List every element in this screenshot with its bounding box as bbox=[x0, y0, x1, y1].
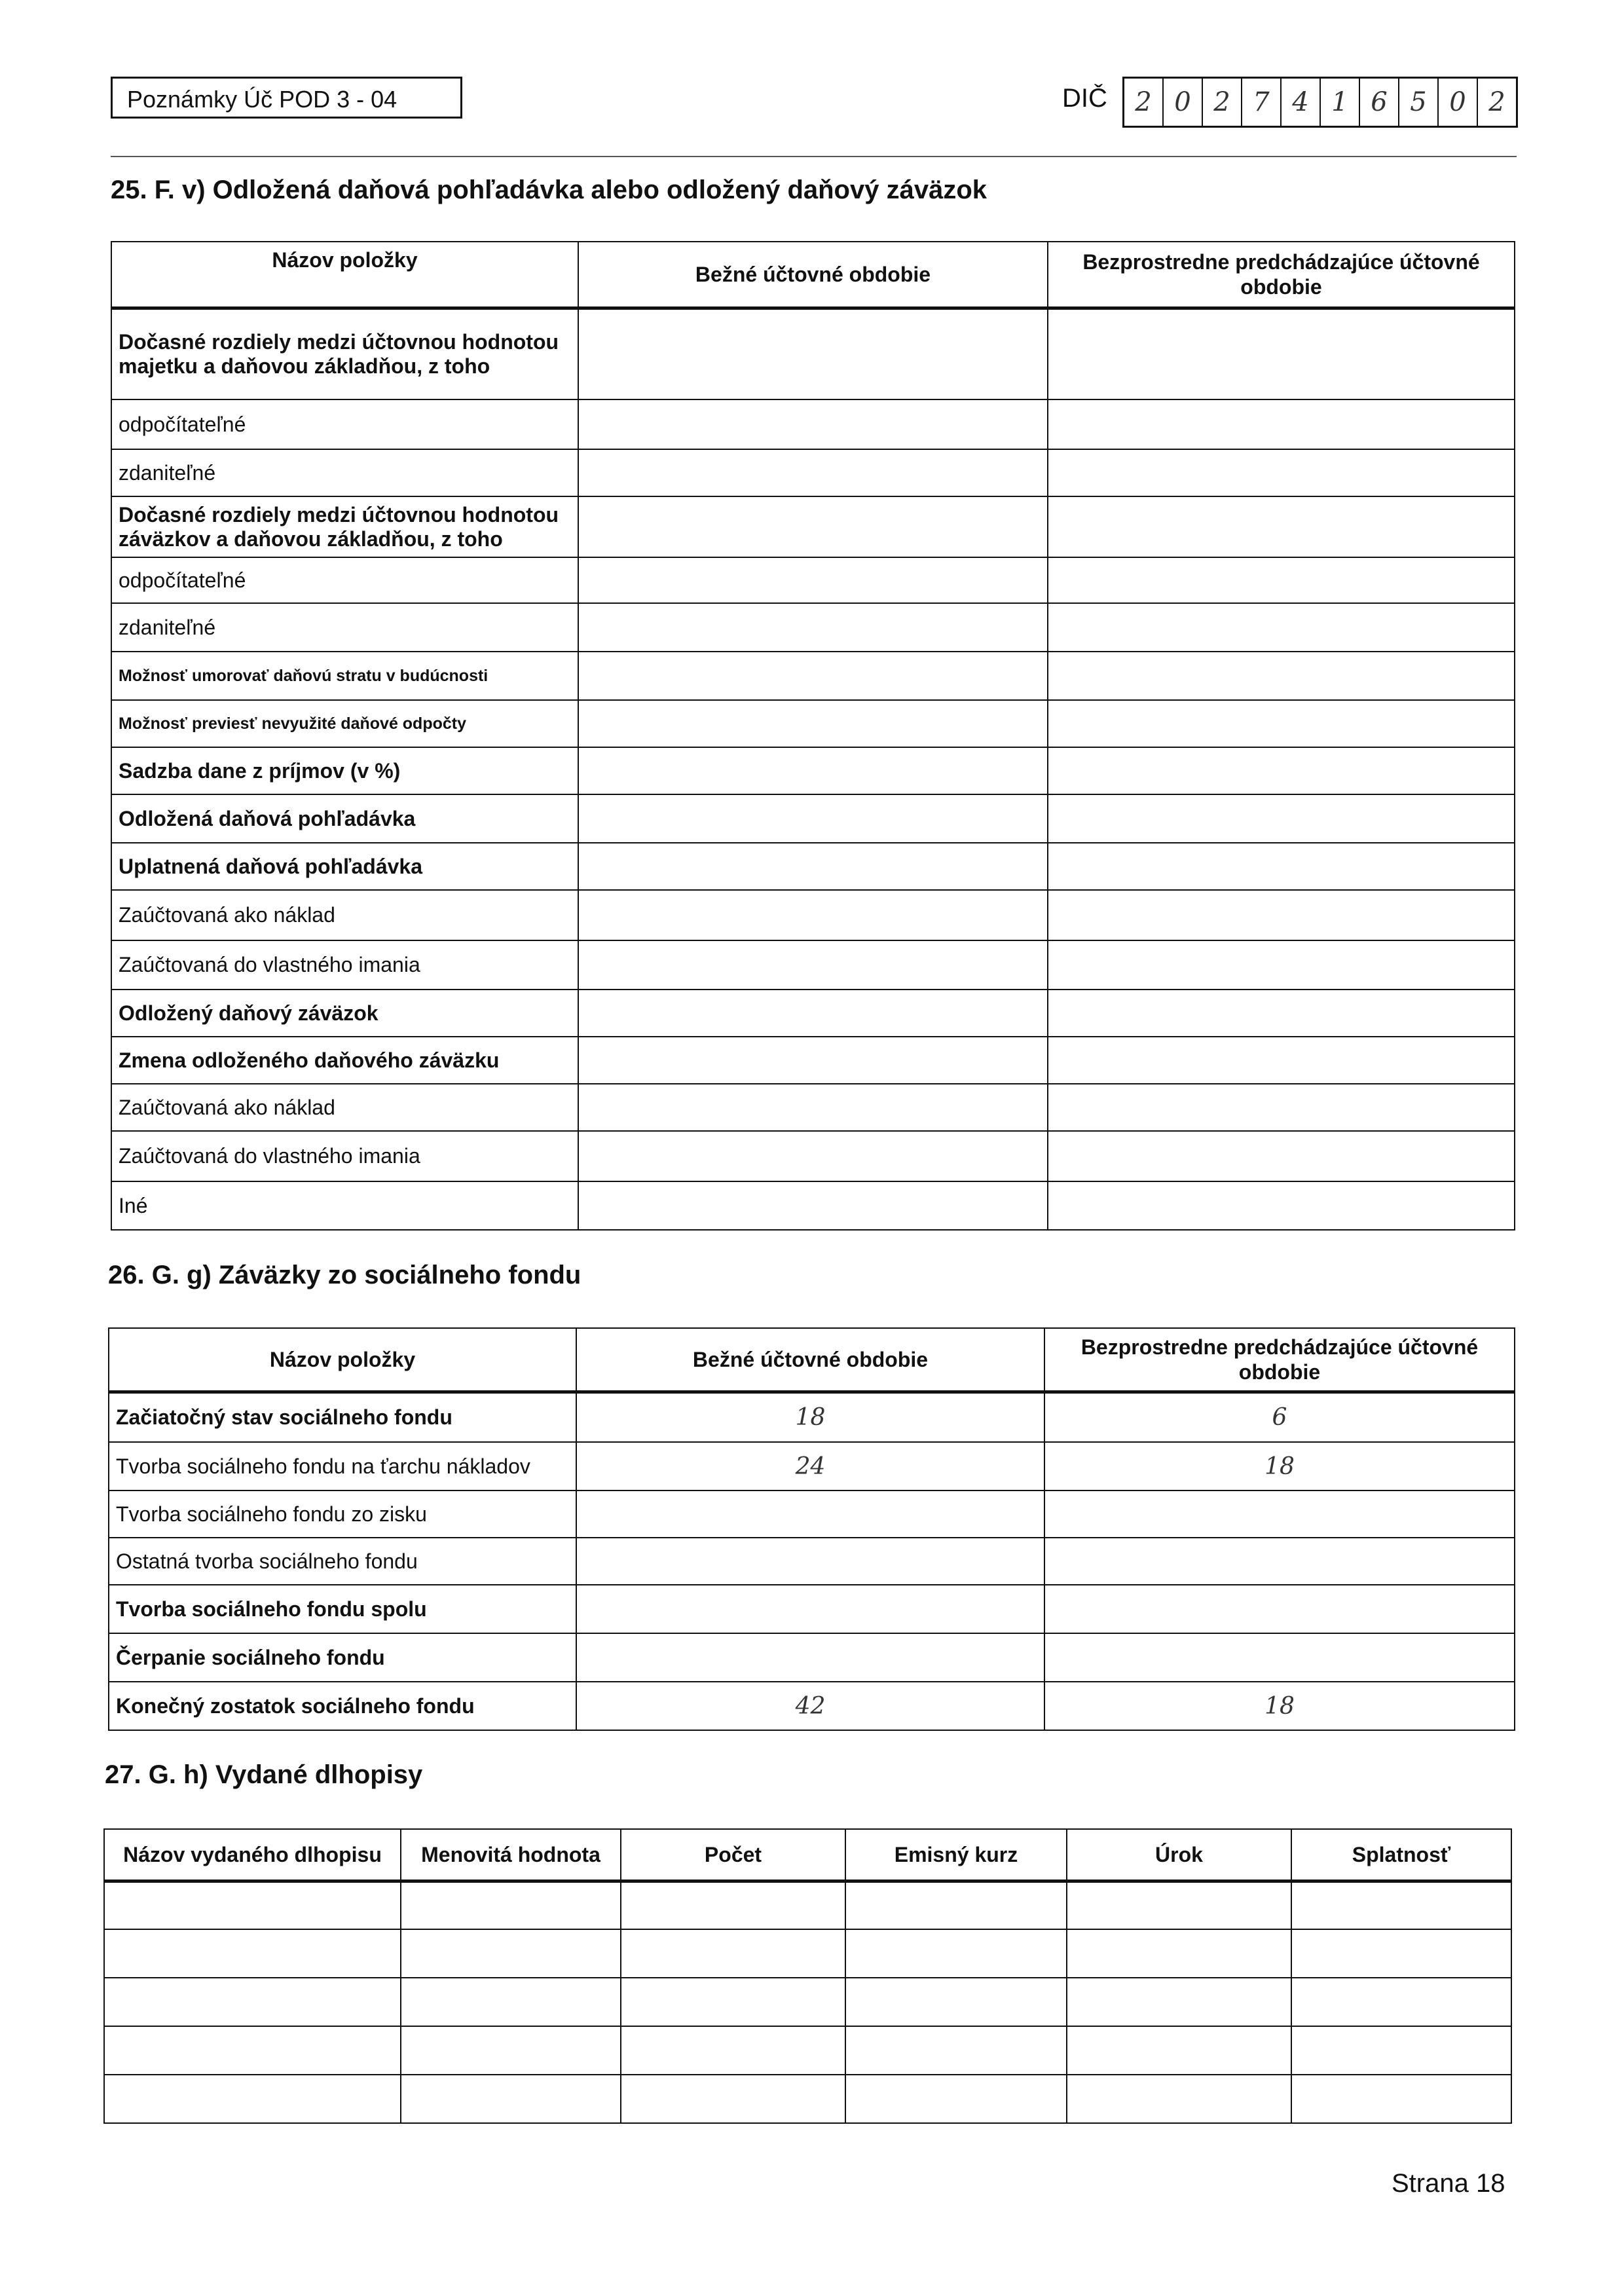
table-row bbox=[104, 1929, 1511, 1978]
bond-cell[interactable] bbox=[1067, 1978, 1291, 2026]
dic-digit: 0 bbox=[1439, 79, 1478, 126]
current-period-cell[interactable] bbox=[578, 700, 1048, 747]
bonds-table bbox=[103, 1828, 1512, 2124]
bond-cell[interactable] bbox=[845, 2075, 1067, 2123]
previous-period-cell[interactable] bbox=[1048, 940, 1515, 990]
table-row bbox=[111, 890, 1515, 940]
bond-cell[interactable] bbox=[104, 2075, 401, 2123]
row-label: zdaniteľné bbox=[111, 449, 578, 496]
previous-period-cell[interactable] bbox=[1048, 794, 1515, 843]
page-number: Strana 18 bbox=[1392, 2169, 1505, 2198]
table-row bbox=[111, 1131, 1515, 1181]
column-header: Emisný kurz bbox=[845, 1829, 1067, 1881]
bond-cell[interactable] bbox=[104, 2026, 401, 2075]
table-row bbox=[111, 496, 1515, 557]
dic-digit: 7 bbox=[1242, 79, 1282, 126]
dic-digit: 6 bbox=[1360, 79, 1399, 126]
previous-period-cell[interactable] bbox=[1048, 1037, 1515, 1084]
dic-digit: 4 bbox=[1282, 79, 1321, 126]
current-period-cell[interactable] bbox=[578, 496, 1048, 557]
previous-period-cell[interactable] bbox=[1048, 308, 1515, 399]
column-header: Bežné účtovné obdobie bbox=[576, 1328, 1044, 1392]
bond-cell[interactable] bbox=[401, 1881, 621, 1929]
current-period-cell[interactable] bbox=[578, 652, 1048, 700]
current-period-cell[interactable]: 18 bbox=[576, 1392, 1044, 1442]
previous-period-cell[interactable] bbox=[1044, 1633, 1515, 1682]
deferred-tax-table bbox=[111, 241, 1515, 1231]
row-label: Možnosť previesť nevyužité daňové odpočty bbox=[111, 700, 578, 747]
dic-digit: 1 bbox=[1321, 79, 1360, 126]
column-header: Počet bbox=[621, 1829, 845, 1881]
table-row bbox=[111, 1084, 1515, 1131]
table-row bbox=[109, 1491, 1515, 1538]
dic-digit: 0 bbox=[1164, 79, 1203, 126]
dic-field[interactable] bbox=[1122, 77, 1518, 128]
table-row bbox=[104, 1978, 1511, 2026]
current-period-cell[interactable] bbox=[578, 940, 1048, 990]
current-period-cell[interactable] bbox=[576, 1585, 1044, 1633]
row-label: odpočítateľné bbox=[111, 399, 578, 449]
dic-digit: 2 bbox=[1203, 79, 1242, 126]
bond-cell[interactable] bbox=[1291, 1929, 1511, 1978]
dic-label: DIČ bbox=[1062, 84, 1107, 113]
previous-period-cell[interactable] bbox=[1048, 747, 1515, 794]
bond-cell[interactable] bbox=[621, 2026, 845, 2075]
previous-period-cell[interactable] bbox=[1048, 399, 1515, 449]
previous-period-cell[interactable] bbox=[1044, 1585, 1515, 1633]
table-row bbox=[111, 399, 1515, 449]
bond-cell[interactable] bbox=[401, 1929, 621, 1978]
bond-cell[interactable] bbox=[401, 1978, 621, 2026]
bond-cell[interactable] bbox=[1291, 2075, 1511, 2123]
current-period-cell[interactable] bbox=[578, 1084, 1048, 1131]
bond-cell[interactable] bbox=[104, 1978, 401, 2026]
table-row bbox=[111, 557, 1515, 603]
previous-period-cell[interactable] bbox=[1048, 496, 1515, 557]
row-label: zdaniteľné bbox=[111, 603, 578, 652]
current-period-cell[interactable] bbox=[578, 794, 1048, 843]
current-period-cell[interactable]: 42 bbox=[576, 1682, 1044, 1730]
table-row bbox=[109, 1585, 1515, 1633]
current-period-cell[interactable] bbox=[578, 1037, 1048, 1084]
previous-period-cell[interactable]: 18 bbox=[1044, 1682, 1515, 1730]
row-label: Zmena odloženého daňového záväzku bbox=[111, 1037, 578, 1084]
row-label: odpočítateľné bbox=[111, 557, 578, 603]
row-label: Ostatná tvorba sociálneho fondu bbox=[109, 1538, 576, 1585]
previous-period-cell[interactable] bbox=[1044, 1538, 1515, 1585]
row-label: Zaúčtovaná ako náklad bbox=[111, 890, 578, 940]
column-header: Menovitá hodnota bbox=[401, 1829, 621, 1881]
table-row bbox=[104, 2026, 1511, 2075]
bond-cell[interactable] bbox=[401, 2075, 621, 2123]
previous-period-cell[interactable] bbox=[1048, 557, 1515, 603]
bond-cell[interactable] bbox=[1067, 1881, 1291, 1929]
row-label: Začiatočný stav sociálneho fondu bbox=[109, 1392, 576, 1442]
column-header: Bezprostredne predchádzajúce účtovné obdobie bbox=[1044, 1328, 1515, 1392]
row-label: Dočasné rozdiely medzi účtovnou hodnotou záväzkov a daňovou základňou, z toho bbox=[111, 496, 578, 557]
row-label: Tvorba sociálneho fondu spolu bbox=[109, 1585, 576, 1633]
current-period-cell[interactable]: 24 bbox=[576, 1442, 1044, 1491]
current-period-cell[interactable] bbox=[578, 1181, 1048, 1230]
bond-cell[interactable] bbox=[621, 1881, 845, 1929]
bond-cell[interactable] bbox=[1067, 2026, 1291, 2075]
table-row bbox=[111, 1037, 1515, 1084]
row-label: Odložený daňový záväzok bbox=[111, 990, 578, 1037]
table-row bbox=[111, 308, 1515, 399]
bond-cell[interactable] bbox=[621, 1978, 845, 2026]
section-26-title: 26. G. g) Záväzky zo sociálneho fondu bbox=[108, 1261, 581, 1289]
column-header: Úrok bbox=[1067, 1829, 1291, 1881]
table-row bbox=[109, 1442, 1515, 1491]
table-row bbox=[111, 747, 1515, 794]
dic-digit: 2 bbox=[1124, 79, 1164, 126]
row-label: Možnosť umorovať daňovú stratu v budúcnosti bbox=[111, 652, 578, 700]
column-header: Splatnosť bbox=[1291, 1829, 1511, 1881]
table-row bbox=[111, 449, 1515, 496]
table-row bbox=[104, 2075, 1511, 2123]
previous-period-cell[interactable] bbox=[1044, 1491, 1515, 1538]
current-period-cell[interactable] bbox=[578, 890, 1048, 940]
form-label: Poznámky Úč POD 3 - 04 bbox=[111, 77, 462, 119]
current-period-cell[interactable] bbox=[578, 1131, 1048, 1181]
section-27-title: 27. G. h) Vydané dlhopisy bbox=[105, 1760, 423, 1789]
header-divider bbox=[111, 156, 1517, 157]
table-row bbox=[111, 990, 1515, 1037]
row-label: Zaúčtovaná ako náklad bbox=[111, 1084, 578, 1131]
bond-cell[interactable] bbox=[1291, 1978, 1511, 2026]
table-row bbox=[109, 1633, 1515, 1682]
bond-cell[interactable] bbox=[401, 2026, 621, 2075]
bond-cell[interactable] bbox=[1291, 2026, 1511, 2075]
current-period-cell[interactable] bbox=[578, 557, 1048, 603]
table-row bbox=[111, 700, 1515, 747]
row-label: Tvorba sociálneho fondu zo zisku bbox=[109, 1491, 576, 1538]
column-header: Bezprostredne predchádzajúce účtovné obdobie bbox=[1048, 242, 1515, 308]
row-label: Sadzba dane z príjmov (v %) bbox=[111, 747, 578, 794]
previous-period-cell[interactable] bbox=[1048, 1084, 1515, 1131]
row-label: Tvorba sociálneho fondu na ťarchu nákladov bbox=[109, 1442, 576, 1491]
row-label: Iné bbox=[111, 1181, 578, 1230]
table-row bbox=[111, 652, 1515, 700]
previous-period-cell[interactable]: 18 bbox=[1044, 1442, 1515, 1491]
table-row bbox=[109, 1538, 1515, 1585]
bond-cell[interactable] bbox=[845, 2026, 1067, 2075]
previous-period-cell[interactable]: 6 bbox=[1044, 1392, 1515, 1442]
dic-digit: 2 bbox=[1488, 87, 1505, 117]
row-label: Dočasné rozdiely medzi účtovnou hodnotou majetku a daňovou základňou, z toho bbox=[111, 308, 578, 399]
bond-cell[interactable] bbox=[621, 1929, 845, 1978]
current-period-cell[interactable] bbox=[576, 1491, 1044, 1538]
current-period-cell[interactable] bbox=[578, 747, 1048, 794]
bond-cell[interactable] bbox=[104, 1929, 401, 1978]
previous-period-cell[interactable] bbox=[1048, 652, 1515, 700]
previous-period-cell[interactable] bbox=[1048, 449, 1515, 496]
bond-cell[interactable] bbox=[845, 1978, 1067, 2026]
social-fund-table bbox=[108, 1327, 1515, 1731]
table-row bbox=[111, 843, 1515, 890]
previous-period-cell[interactable] bbox=[1048, 700, 1515, 747]
row-label: Odložená daňová pohľadávka bbox=[111, 794, 578, 843]
bond-cell[interactable] bbox=[1067, 1929, 1291, 1978]
bond-cell[interactable] bbox=[845, 1929, 1067, 1978]
previous-period-cell[interactable] bbox=[1048, 990, 1515, 1037]
row-label: Čerpanie sociálneho fondu bbox=[109, 1633, 576, 1682]
current-period-cell[interactable] bbox=[576, 1633, 1044, 1682]
dic-digit: 5 bbox=[1399, 79, 1439, 126]
previous-period-cell[interactable] bbox=[1048, 843, 1515, 890]
current-period-cell[interactable] bbox=[578, 399, 1048, 449]
previous-period-cell[interactable] bbox=[1048, 1131, 1515, 1181]
table-row bbox=[111, 940, 1515, 990]
bond-cell[interactable] bbox=[1067, 2075, 1291, 2123]
table-row bbox=[104, 1881, 1511, 1929]
previous-period-cell[interactable] bbox=[1048, 890, 1515, 940]
current-period-cell[interactable] bbox=[578, 308, 1048, 399]
row-label: Uplatnená daňová pohľadávka bbox=[111, 843, 578, 890]
table-row bbox=[109, 1682, 1515, 1730]
section-25-title: 25. F. v) Odložená daňová pohľadávka alebo odložený daňový záväzok bbox=[111, 176, 987, 204]
table-row bbox=[111, 603, 1515, 652]
bond-cell[interactable] bbox=[845, 1881, 1067, 1929]
column-header: Názov položky bbox=[109, 1328, 576, 1392]
row-label: Konečný zostatok sociálneho fondu bbox=[109, 1682, 576, 1730]
current-period-cell[interactable] bbox=[578, 843, 1048, 890]
row-label: Zaúčtovaná do vlastného imania bbox=[111, 940, 578, 990]
table-row bbox=[111, 1181, 1515, 1230]
table-row bbox=[111, 794, 1515, 843]
column-header: Názov položky bbox=[111, 242, 578, 308]
bond-cell[interactable] bbox=[104, 1881, 401, 1929]
current-period-cell[interactable] bbox=[578, 603, 1048, 652]
current-period-cell[interactable] bbox=[578, 449, 1048, 496]
current-period-cell[interactable] bbox=[578, 990, 1048, 1037]
current-period-cell[interactable] bbox=[576, 1538, 1044, 1585]
bond-cell[interactable] bbox=[1291, 1881, 1511, 1929]
column-header: Názov vydaného dlhopisu bbox=[104, 1829, 401, 1881]
previous-period-cell[interactable] bbox=[1048, 1181, 1515, 1230]
table-row bbox=[109, 1392, 1515, 1442]
column-header: Bežné účtovné obdobie bbox=[578, 242, 1048, 308]
previous-period-cell[interactable] bbox=[1048, 603, 1515, 652]
bond-cell[interactable] bbox=[621, 2075, 845, 2123]
row-label: Zaúčtovaná do vlastného imania bbox=[111, 1131, 578, 1181]
